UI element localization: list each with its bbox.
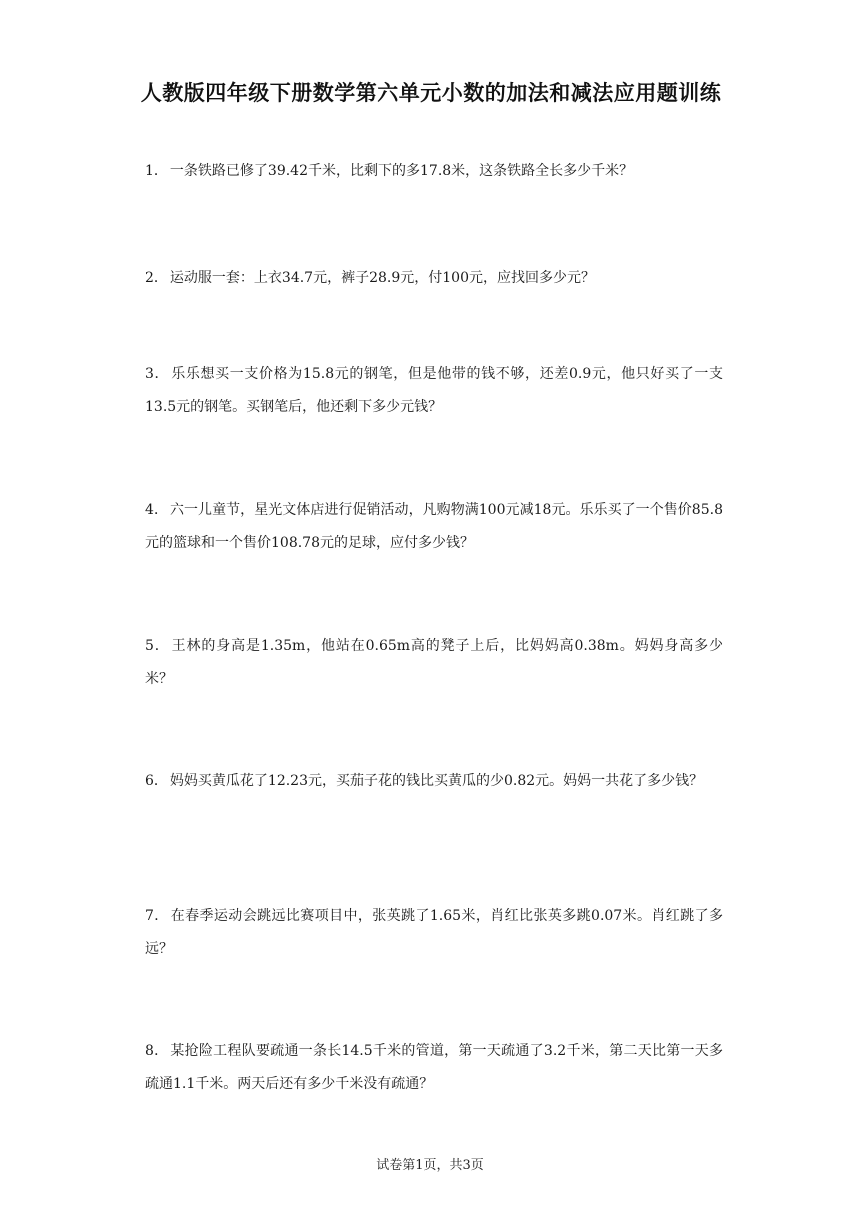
question-text: 王林的身高是1.35m，他站在0.65m高的凳子上后，比妈妈高0.38m。妈妈身高多少米？ xyxy=(145,638,723,687)
question-5 xyxy=(145,630,723,696)
question-number: 3． xyxy=(145,366,170,382)
question-number: 8． xyxy=(145,1043,169,1059)
question-number: 4． xyxy=(145,502,168,518)
question-number: 2． xyxy=(145,270,168,286)
question-text: 某抢险工程队要疏通一条长14.5千米的管道，第一天疏通了3.2千米，第二天比第一天多疏通1.1千米。两天后还有多少千米没有疏通？ xyxy=(145,1043,723,1092)
question-1 xyxy=(145,155,723,188)
question-3 xyxy=(145,358,723,424)
question-text: 六一儿童节，星光文体店进行促销活动，凡购物满100元减18元。乐乐买了一个售价85.8元的篮球和一个售价108.78元的足球，应付多少钱？ xyxy=(145,502,723,551)
question-text: 一条铁路已修了39.42千米，比剩下的多17.8米，这条铁路全长多少千米？ xyxy=(169,163,634,179)
question-6 xyxy=(145,765,723,798)
page-title: 人教版四年级下册数学第六单元小数的加法和减法应用题训练 xyxy=(140,81,722,105)
question-8 xyxy=(145,1035,723,1101)
question-7 xyxy=(145,900,723,966)
question-number: 1． xyxy=(145,163,168,179)
question-number: 7． xyxy=(145,908,169,924)
question-text: 乐乐想买一支价格为15.8元的钢笔，但是他带的钱不够，还差0.9元，他只好买了一支13.5元的钢笔。买钢笔后，他还剩下多少元钱？ xyxy=(145,366,723,415)
page-footer: 试卷第1页，共3页 xyxy=(376,1158,484,1173)
question-text: 妈妈买黄瓜花了12.23元，买茄子花的钱比买黄瓜的少0.82元。妈妈一共花了多少钱？ xyxy=(169,773,704,789)
question-number: 6． xyxy=(145,773,168,789)
question-number: 5． xyxy=(145,638,170,654)
question-text: 在春季运动会跳远比赛项目中，张英跳了1.65米，肖红比张英多跳0.07米。肖红跳了多远？ xyxy=(145,908,723,957)
question-2 xyxy=(145,262,723,295)
question-text: 运动服一套：上衣34.7元，裤子28.9元，付100元，应找回多少元？ xyxy=(169,270,595,286)
question-4 xyxy=(145,494,723,560)
